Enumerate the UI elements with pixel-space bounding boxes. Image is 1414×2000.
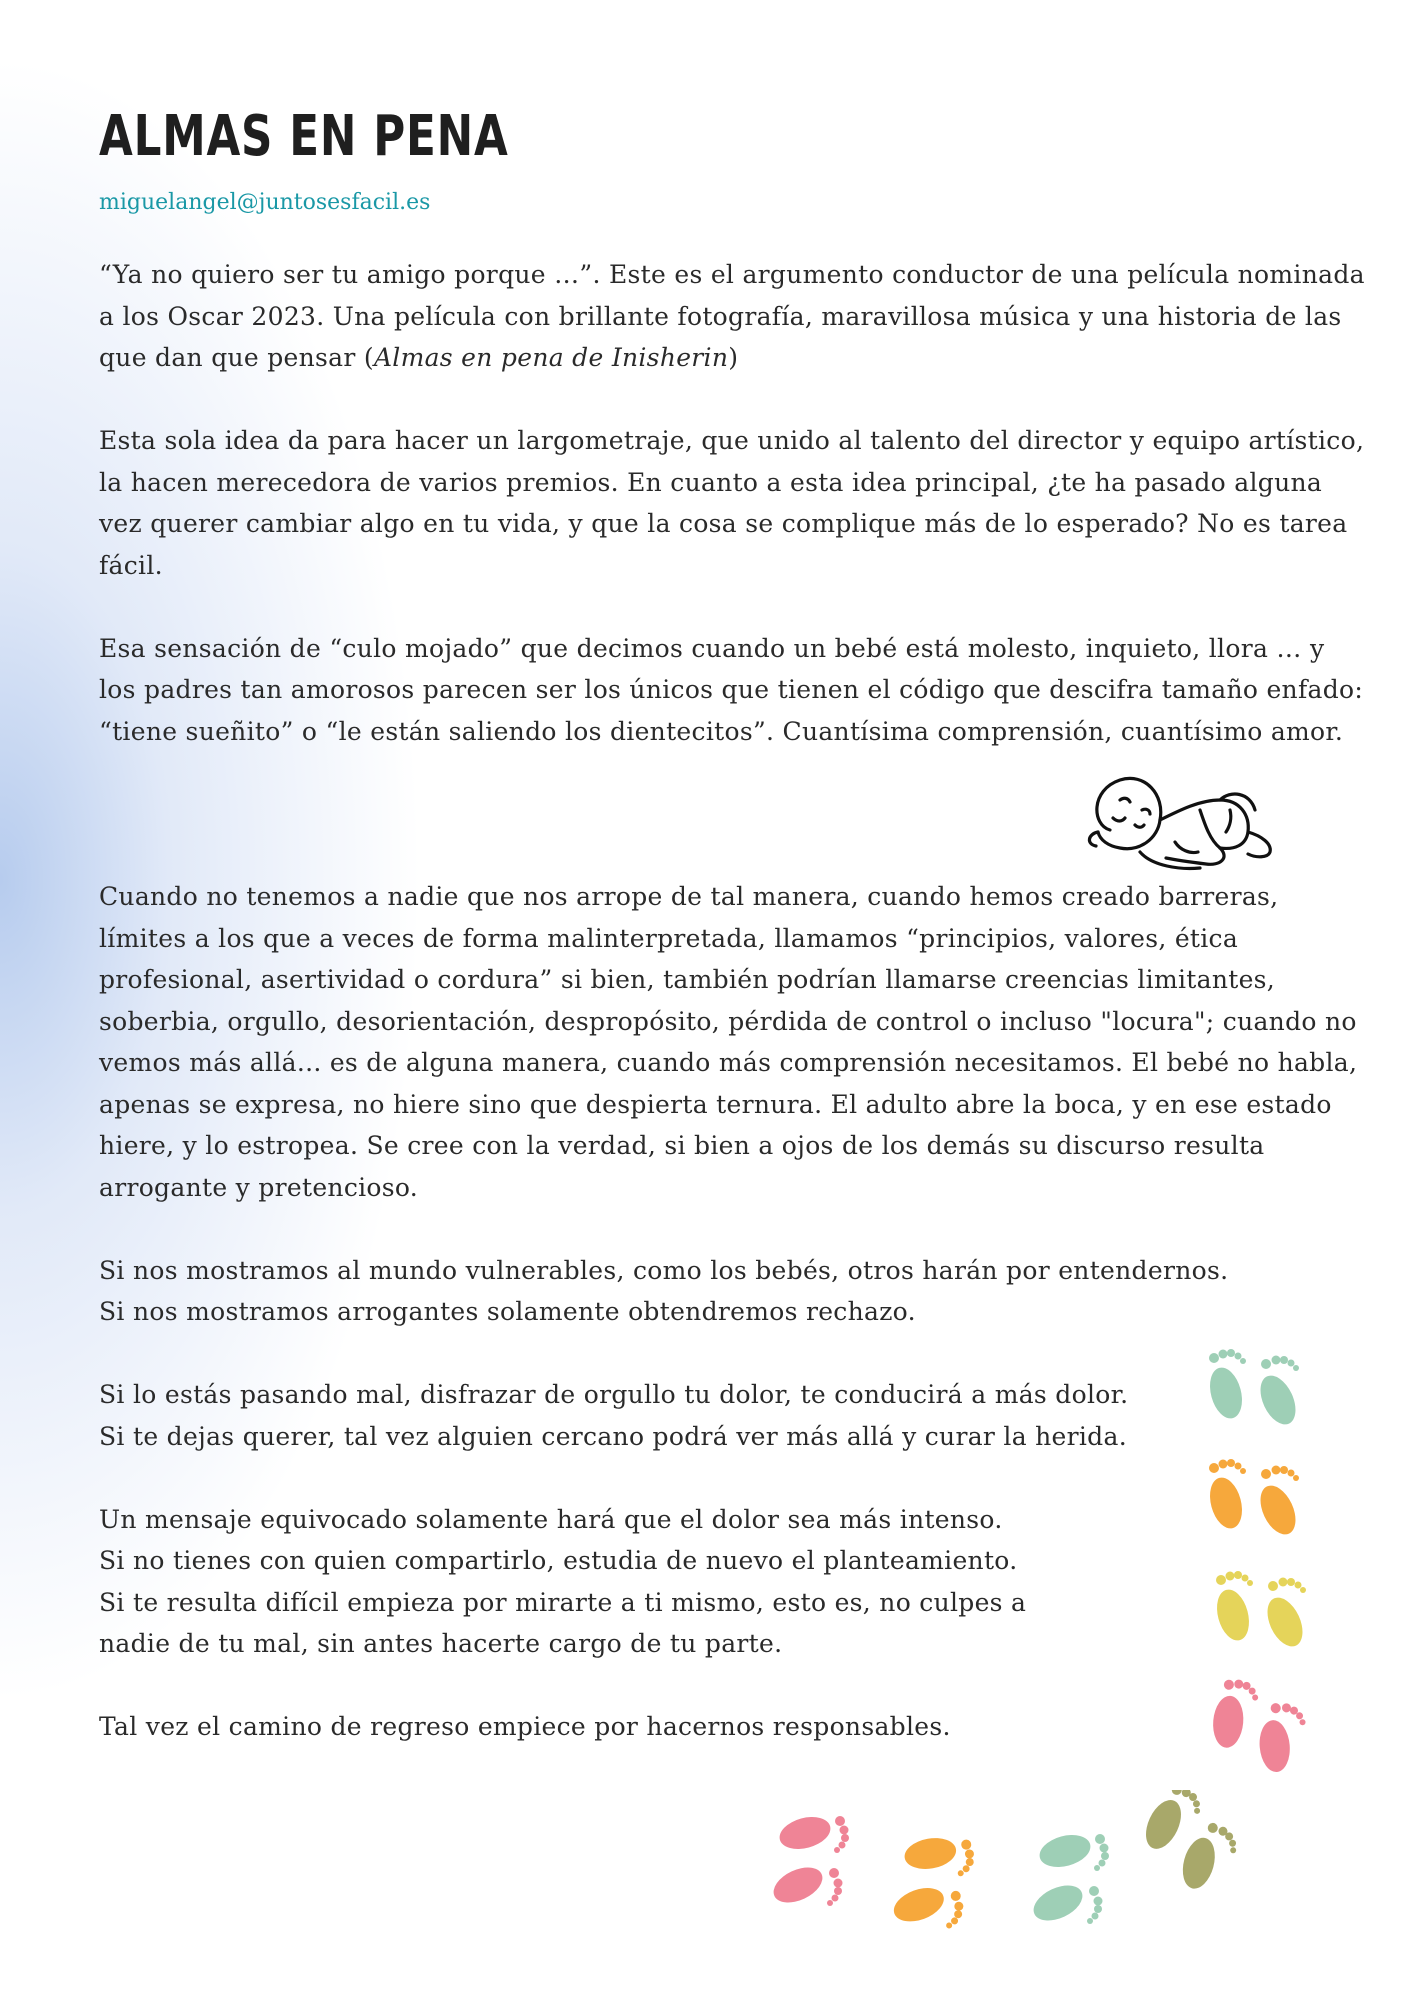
paragraph-1-text: “Ya no quiero ser tu amigo porque …”. Este es el argumento conductor de una película nominada a los Oscar 2023. Una película con brillante fotografía, maravillosa música y una historia de las que dan que pensar (: [99, 260, 1365, 372]
article-body: [99, 254, 1369, 1748]
baby-footprint-icon: [1205, 1560, 1325, 1660]
paragraph-4: Cuando no tenemos a nadie que nos arrope de tal manera, cuando hemos creado barreras, límites a los que a veces de forma malinterpretada, llamamos “principios, valores, ética profesional, asertividad o cordura” si bien, también podrían llamarse creencias limitantes, soberbia, orgullo, desorientación, despropósito, pérdida de control o incluso "locura"; cuando no vemos más allá... es de alguna manera, cuando más comprensión necesitamos. El bebé no habla, apenas se expresa, no hiere sino que despierta ternura. El adulto abre la boca, y en ese estado hiere, y lo estropea. Se cree con la verdad, si bien a ojos de los demás su discurso resulta arrogante y pretencioso.: [99, 882, 1358, 1202]
paragraph-7-line-2: Si no tienes con quien compartirlo, estudia de nuevo el planteamiento.: [99, 1546, 1018, 1575]
paragraph-5-line-1: Si nos mostramos al mundo vulnerables, como los bebés, otros harán por entendernos.: [99, 1255, 1229, 1285]
baby-footprint-icon: [1198, 1338, 1318, 1438]
paragraph-7-line-3: Si te resulta difícil empieza por mirarte a ti mismo, esto es, no culpes a: [99, 1587, 1027, 1617]
paragraph-5: [99, 1250, 1369, 1333]
film-title-italic: Almas en pena de Inisherin: [373, 343, 729, 372]
baby-footprint-icon: [1128, 1790, 1248, 1900]
paragraph-7: [99, 1499, 1369, 1665]
paragraph-6: [99, 1374, 1369, 1457]
paragraph-6-line-1: Si lo estás pasando mal, disfrazar de orgullo tu dolor, te conducirá a más dolor.: [99, 1380, 1129, 1409]
baby-footprint-icon: [1005, 1818, 1115, 1938]
baby-footprint-icon: [1200, 1678, 1320, 1778]
paragraph-2: Esta sola idea da para hacer un largometraje, que unido al talento del director y equipo artístico, la hacen merecedora de varios premios. En cuanto a esta idea principal, ¿te ha pasado alguna vez querer cambiar algo en tu vida, y que la cosa se complique más de lo esperado? No es tarea fácil.: [99, 426, 1365, 580]
paragraph-7-line-1: Un mensaje equivocado solamente hará que el dolor sea más intenso.: [99, 1504, 1003, 1534]
paragraph-1: [99, 254, 1369, 379]
baby-footprint-icon: [1198, 1448, 1318, 1548]
paragraph-6-line-2: Si te dejas querer, tal vez alguien cercano podrá ver más allá y curar la herida.: [99, 1421, 1127, 1451]
paragraph-5-line-2: Si nos mostramos arrogantes solamente obtendremos rechazo.: [99, 1297, 916, 1326]
page-title: ALMAS EN PENA: [99, 104, 509, 169]
paragraph-7-line-4: nadie de tu mal, sin antes hacerte cargo de tu parte.: [99, 1629, 783, 1658]
paragraph-3: Esa sensación de “culo mojado” que decimos cuando un bebé está molesto, inquieto, llora … y los padres tan amorosos parecen ser los únicos que tienen el código que descifra tamaño enfado: “tiene sueñito” o “le están saliendo los dientecitos”. Cuantísima comprensión, cuantísimo amor.: [99, 633, 1364, 746]
paragraph-8: Tal vez el camino de regreso empiece por hacernos responsables.: [99, 1712, 951, 1741]
baby-footprint-icon: [868, 1820, 978, 1940]
paragraph-1-close: ): [728, 343, 739, 372]
sleeping-baby-icon: [1080, 770, 1280, 880]
baby-footprint-icon: [745, 1800, 855, 1920]
author-email: miguelangel@juntosesfacil.es: [99, 190, 431, 215]
